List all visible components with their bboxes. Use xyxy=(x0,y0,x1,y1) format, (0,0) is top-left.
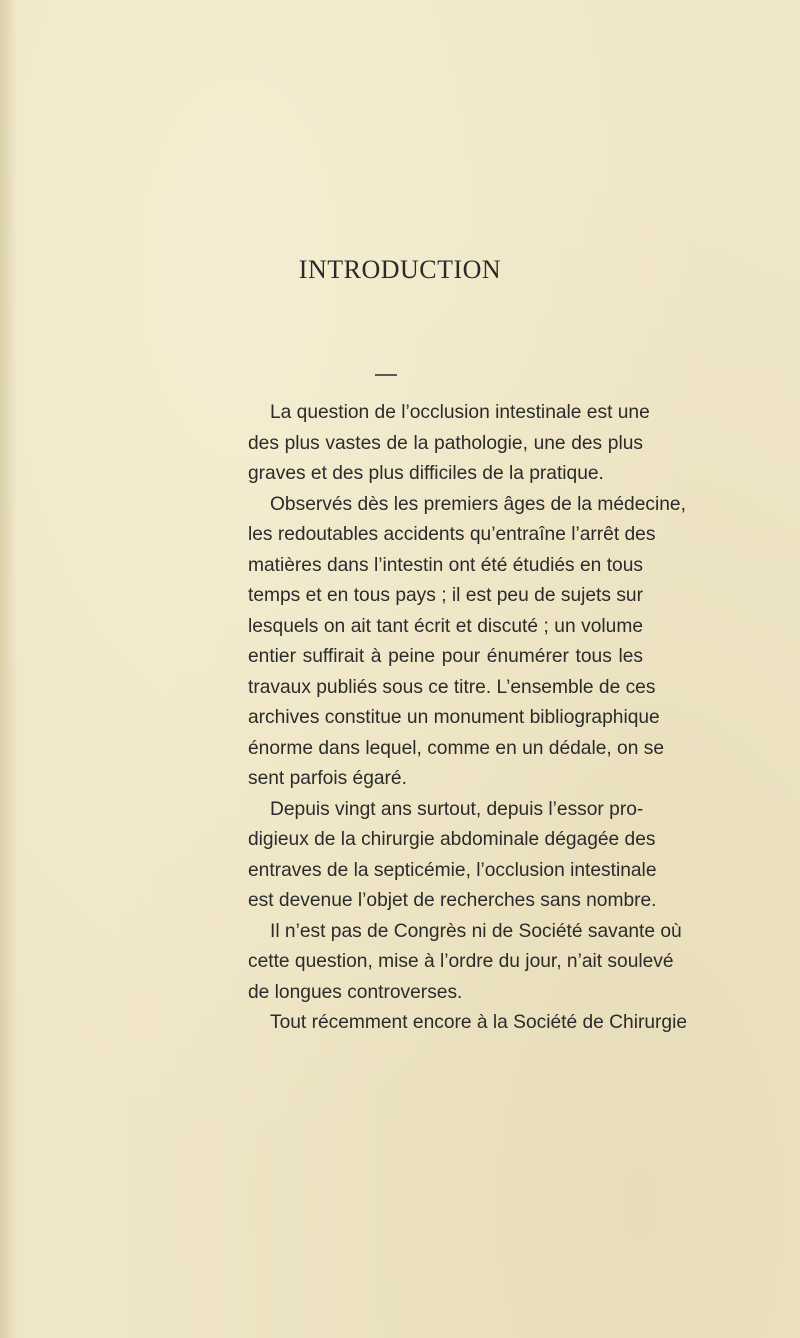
text-line: des plus vastes de la pathologie, une des plus xyxy=(248,432,643,454)
text-line: entraves de la septicémie, l’occlusion intestinale xyxy=(248,859,657,881)
body-text xyxy=(248,398,688,1039)
text-line: est devenue l’objet de recherches sans nombre. xyxy=(248,890,657,911)
text-line: Il n’est pas de Congrès ni de Société savante où xyxy=(270,920,682,942)
text-line: Depuis vingt ans surtout, depuis l’essor pro- xyxy=(270,798,644,820)
text-line: entier suffirait à peine pour énumérer tous les xyxy=(248,646,643,667)
title-separator-rule xyxy=(375,374,397,376)
text-line: digieux de la chirurgie abdominale dégagée des xyxy=(248,829,656,850)
text-line: cette question, mise à l’ordre du jour, n’ait soulevé xyxy=(248,951,674,972)
text-line: de longues controverses. xyxy=(248,981,463,1003)
text-line: Tout récemment encore à la Société de Chirurgie xyxy=(270,1012,688,1033)
text-line: lesquels on ait tant écrit et discuté ; un volume xyxy=(248,615,643,637)
text-line: temps et en tous pays ; il est peu de sujets sur xyxy=(248,585,643,606)
text-line: travaux publiés sous ce titre. L’ensemble de ces xyxy=(248,676,656,698)
text-line: La question de l’occlusion intestinale est une xyxy=(270,402,650,423)
text-line: matières dans l’intestin ont été étudiés en tous xyxy=(248,554,643,576)
text-line: graves et des plus difficiles de la pratique. xyxy=(248,463,604,484)
page-gutter-shadow xyxy=(0,0,18,1338)
text-line: les redoutables accidents qu’entraîne l’arrêt des xyxy=(248,524,656,545)
text-line: énorme dans lequel, comme en un dédale, on se xyxy=(248,737,664,759)
chapter-title: INTRODUCTION xyxy=(298,255,502,284)
text-line: sent parfois égaré. xyxy=(248,768,407,789)
text-line: Observés dès les premiers âges de la médecine, xyxy=(270,493,686,515)
text-line: archives constitue un monument bibliographique xyxy=(248,707,660,728)
